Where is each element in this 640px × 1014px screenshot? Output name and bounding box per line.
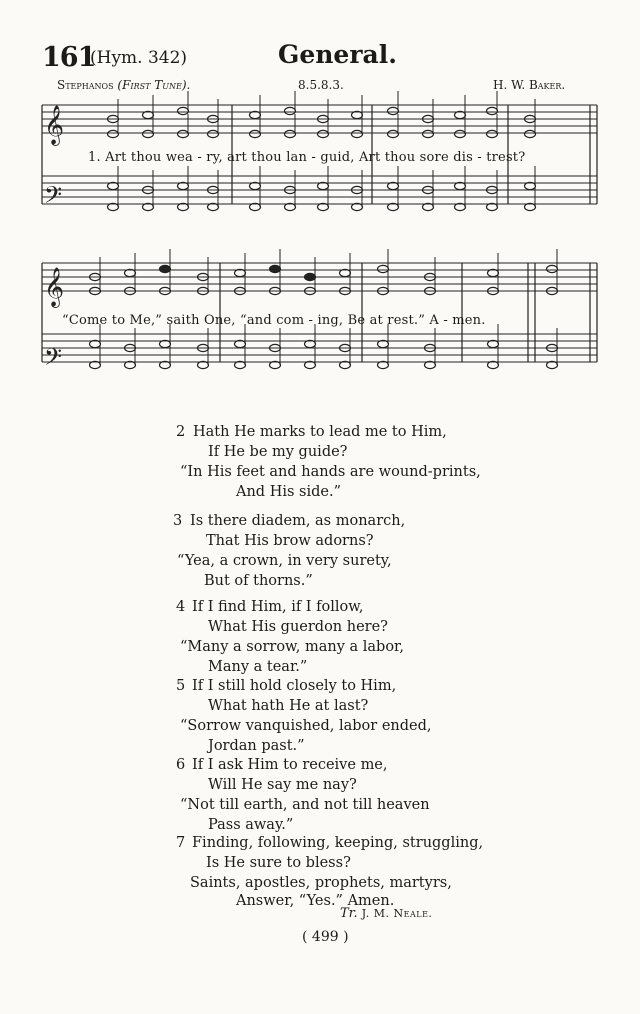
note-head [250,130,261,137]
note-head [455,130,466,137]
translator-name: J. M. Neale. [361,907,433,920]
hymn-reference: (Hym. 342) [90,48,188,68]
note-head [525,130,536,137]
note-head [547,265,558,272]
translator-prefix: Tr. [340,906,358,921]
lyric-line-1: 1. Art thou wea - ry, art thou lan - guid, Art thou sore dis - trest? [88,150,526,165]
verse-line: Will He say me nay? [208,777,357,793]
translator-credit [340,906,432,921]
verse-line: What hath He at last? [208,698,369,714]
bass-clef-icon: 𝄢 [44,343,63,376]
note-head [285,107,296,114]
verse-number: 5 [176,678,186,694]
verse-line: “In His feet and hands are wound-prints, [180,464,481,480]
lyric-line-2: “Come to Me,” saith One, “and com - ing, Be at rest.” A - men. [62,313,486,328]
note-head [388,130,399,137]
note-head [285,130,296,137]
hymn-number: 161 [42,42,96,73]
verse-line: But of thorns.” [204,573,313,589]
verse-line: “Many a sorrow, many a labor, [180,639,404,655]
clefs [44,105,64,376]
note-head [378,265,389,272]
note-head [487,130,498,137]
verse-line: And His side.” [236,484,341,500]
note-head [160,265,171,272]
page-title: General. [278,40,397,69]
verse-line: Many a tear.” [208,659,308,675]
treble-clef-icon: 𝄞 [44,105,65,145]
verse-line: That His brow adorns? [206,533,374,549]
verse-number: 4 [176,599,186,615]
note-head [318,130,329,137]
music-score [0,0,640,400]
verse-line: If I find Him, if I follow, [192,599,364,615]
note-head [208,130,219,137]
treble-clef-icon: 𝄞 [44,267,65,307]
tune-name: Stephanos [57,78,114,92]
note-head [423,130,434,137]
bass-clef-icon: 𝄢 [44,181,63,214]
note-head [270,265,281,272]
note-head [143,130,154,137]
note-head [305,273,316,280]
note-head [352,130,363,137]
composer: H. W. Baker. [493,78,566,92]
verse-line: What His guerdon here? [208,619,388,635]
verse-line: Is He sure to bless? [206,855,351,871]
note-head [388,107,399,114]
verse-line: Jordan past.” [208,738,305,754]
verse-line: Is there diadem, as monarch, [190,513,406,529]
verse-line: “Sorrow vanquished, labor ended, [180,718,432,734]
verse-number: 7 [176,835,186,851]
verse-number: 6 [176,757,186,773]
note-head [487,107,498,114]
verse-line: If I ask Him to receive me, [192,757,388,773]
note-head [178,107,189,114]
page-number: ( 499 ) [302,929,349,945]
verse-line: Pass away.” [208,817,294,833]
verse-line: “Yea, a crown, in very surety, [177,553,392,569]
verse-line: If He be my guide? [208,444,348,460]
tune-variant: (First Tune). [117,78,191,92]
verse-line: Hath He marks to lead me to Him, [193,424,447,440]
verse-line: Answer, “Yes.” Amen. [236,893,395,909]
verse-line: Finding, following, keeping, struggling, [192,835,484,851]
verse-line: If I still hold closely to Him, [192,678,397,694]
note-head [178,130,189,137]
verse-line: Saints, apostles, prophets, martyrs, [190,875,452,891]
verse-number: 3 [173,513,183,529]
meter: 8.5.8.3. [298,78,344,92]
verse-line: “Not till earth, and not till heaven [180,797,430,813]
note-head [108,130,119,137]
verse-number: 2 [176,424,186,440]
